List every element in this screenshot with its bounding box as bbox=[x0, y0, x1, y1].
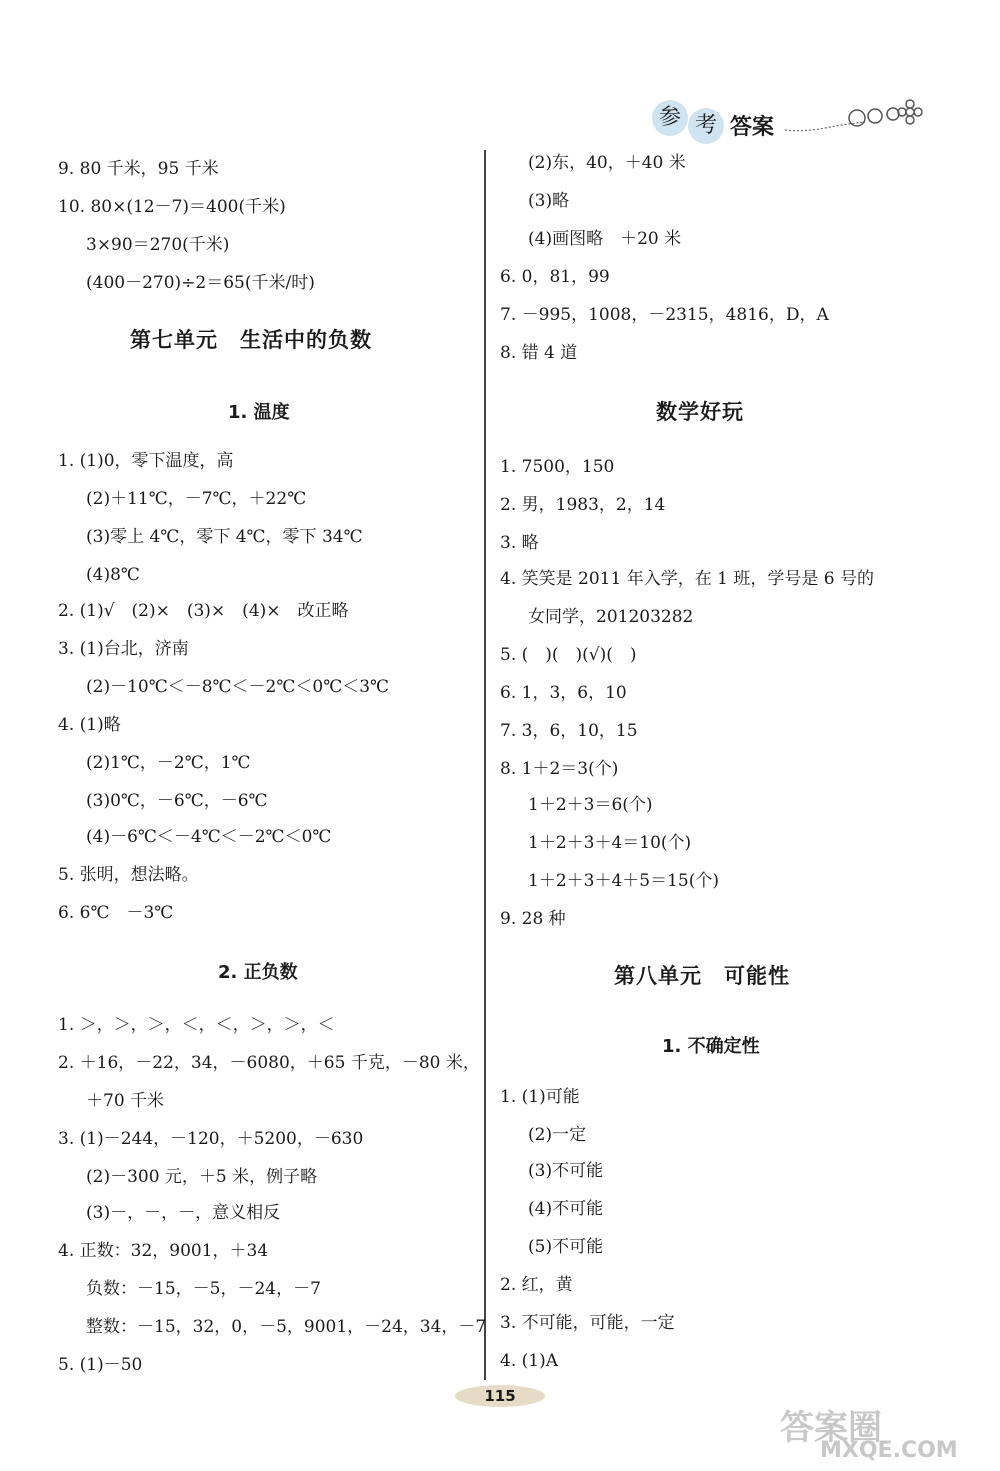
answer-line: 1. (1)0，零下温度，高 bbox=[58, 451, 234, 471]
answer-line: 1＋2＋3＋4＋5＝15(个) bbox=[528, 871, 719, 891]
answer-line: 10. 80×(12－7)＝400(千米) bbox=[58, 197, 286, 217]
answer-line: 3. (1)台北，济南 bbox=[58, 639, 189, 659]
unit-seven-title: 第七单元 生活中的负数 bbox=[130, 328, 372, 352]
answer-line: (4)－6℃＜－4℃＜－2℃＜0℃ bbox=[86, 827, 332, 847]
answer-line: (2)一定 bbox=[528, 1125, 587, 1145]
answer-line: 8. 1＋2＝3(个) bbox=[500, 759, 619, 779]
answer-line: (2)＋11℃，－7℃，＋22℃ bbox=[86, 489, 307, 509]
answer-line: (4)不可能 bbox=[528, 1199, 604, 1219]
answer-line: 负数：－15，－5，－24，－7 bbox=[86, 1279, 321, 1299]
answer-line: (400－270)÷2＝65(千米/时) bbox=[86, 273, 315, 293]
answer-line: (5)不可能 bbox=[528, 1237, 604, 1257]
answer-line: 6. 1，3，6，10 bbox=[500, 683, 627, 703]
answer-line: 3. 不可能，可能，一定 bbox=[500, 1313, 675, 1333]
column-divider bbox=[484, 150, 486, 1380]
answer-line: ＋70 千米 bbox=[86, 1091, 165, 1111]
answer-line: 女同学，201203282 bbox=[528, 607, 694, 627]
header-badge-kao: 考 bbox=[688, 108, 724, 144]
answer-line: 8. 错 4 道 bbox=[500, 343, 578, 363]
answer-line: (4)8℃ bbox=[86, 565, 140, 585]
answer-line: 5. 张明，想法略。 bbox=[58, 865, 199, 885]
answer-line: 4. (1)A bbox=[500, 1351, 558, 1371]
answer-line: 1＋2＋3＋4＝10(个) bbox=[528, 833, 692, 853]
answer-line: (2)－10℃＜－8℃＜－2℃＜0℃＜3℃ bbox=[86, 677, 390, 697]
answer-line: (3)零上 4℃，零下 4℃，零下 34℃ bbox=[86, 527, 363, 547]
section-uncertainty-title: 1. 不确定性 bbox=[662, 1036, 760, 1057]
answer-line: (3)不可能 bbox=[528, 1161, 604, 1181]
answer-line: 2. 男，1983，2，14 bbox=[500, 495, 666, 515]
math-fun-title: 数学好玩 bbox=[656, 400, 744, 424]
header-badge-can: 参 bbox=[652, 100, 688, 136]
answer-line: 4. 正数：32，9001，＋34 bbox=[58, 1241, 269, 1261]
answer-line: 4. 笑笑是 2011 年入学，在 1 班，学号是 6 号的 bbox=[500, 569, 874, 589]
answer-line: 7. 3，6，10，15 bbox=[500, 721, 638, 741]
answer-line: 1. ＞，＞，＞，＜，＜，＞，＞，＜ bbox=[58, 1015, 335, 1035]
answer-line: (4)画图略 ＋20 米 bbox=[528, 229, 682, 249]
section-positive-negative-title: 2. 正负数 bbox=[218, 962, 298, 983]
answer-line: 6. 0，81，99 bbox=[500, 267, 610, 287]
answer-line: 3. 略 bbox=[500, 533, 539, 553]
watermark-logo: 答案圈 bbox=[780, 1408, 882, 1448]
answer-header bbox=[640, 92, 930, 142]
answer-line: (3)略 bbox=[528, 191, 570, 211]
answer-line: 4. (1)略 bbox=[58, 715, 121, 735]
answer-line: 5. ( )( )(√)( ) bbox=[500, 645, 637, 665]
answer-line: (2)－300 元，＋5 米，例子略 bbox=[86, 1167, 318, 1187]
answer-line: 1. 7500，150 bbox=[500, 457, 615, 477]
answer-line: 5. (1)－50 bbox=[58, 1355, 143, 1375]
answer-line: 1＋2＋3＝6(个) bbox=[528, 795, 653, 815]
answer-line: 7. －995，1008，－2315，4816，D，A bbox=[500, 305, 829, 325]
section-temperature-title: 1. 温度 bbox=[228, 402, 290, 423]
unit-eight-title: 第八单元 可能性 bbox=[614, 964, 790, 988]
answer-line: 3. (1)－244，－120，＋5200，－630 bbox=[58, 1129, 364, 1149]
answer-line: 1. (1)可能 bbox=[500, 1087, 580, 1107]
page-number: 115 bbox=[484, 1387, 516, 1405]
flower-decoration-icon bbox=[785, 92, 925, 142]
answer-line: 整数：－15，32，0，－5，9001，－24，34，－7 bbox=[86, 1317, 487, 1337]
watermark-url: MXQE.COM bbox=[820, 1438, 958, 1463]
answer-line: (2)1℃，－2℃，1℃ bbox=[86, 753, 251, 773]
answer-line: (3)0℃，－6℃，－6℃ bbox=[86, 791, 268, 811]
answer-line: 2. ＋16，－22，34，－6080，＋65 千克，－80 米， bbox=[58, 1053, 480, 1073]
answer-line: 9. 28 种 bbox=[500, 909, 566, 929]
answer-line: 2. 红，黄 bbox=[500, 1275, 573, 1295]
header-title: 答案 bbox=[730, 115, 775, 140]
answer-line: 3×90＝270(千米) bbox=[86, 235, 230, 255]
answer-line: 9. 80 千米，95 千米 bbox=[58, 159, 219, 179]
answer-line: (2)东，40，＋40 米 bbox=[528, 153, 686, 173]
answer-line: 2. (1)√ (2)× (3)× (4)× 改正略 bbox=[58, 601, 349, 621]
answer-line: 6. 6℃ －3℃ bbox=[58, 903, 174, 923]
answer-line: (3)－，－，－，意义相反 bbox=[86, 1203, 281, 1223]
